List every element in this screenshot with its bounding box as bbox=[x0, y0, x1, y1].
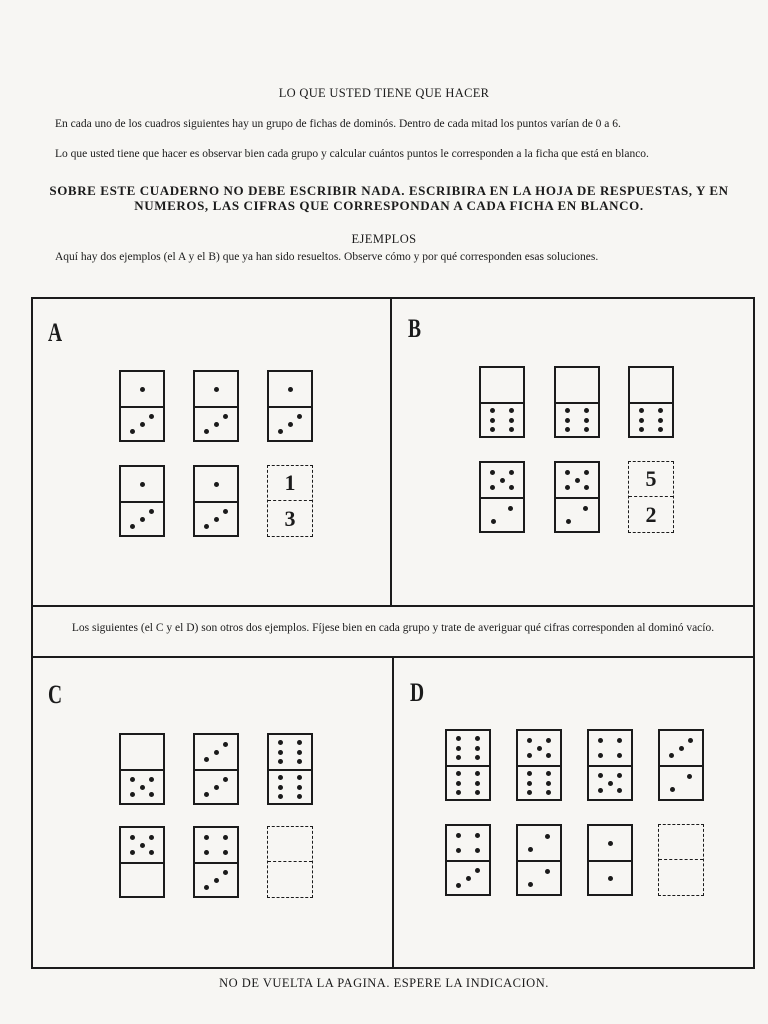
domino-pip bbox=[475, 736, 480, 741]
domino-tile bbox=[479, 366, 525, 438]
domino-pip bbox=[565, 418, 570, 423]
domino-pip bbox=[509, 470, 514, 475]
examples-intro: Aquí hay dos ejemplos (el A y el B) que ya han sido resueltos. Observe cómo y por qué corresponden esas soluciones. bbox=[55, 251, 599, 263]
domino-pip bbox=[130, 524, 135, 529]
domino-pip bbox=[598, 773, 603, 778]
domino-pip bbox=[687, 774, 692, 779]
domino-pip bbox=[598, 738, 603, 743]
domino-pip bbox=[688, 738, 693, 743]
domino-pip bbox=[130, 792, 135, 797]
domino-pip bbox=[214, 422, 219, 427]
domino-pip bbox=[608, 841, 613, 846]
domino-pip bbox=[583, 506, 588, 511]
domino-pip bbox=[149, 792, 154, 797]
domino-pip bbox=[278, 794, 283, 799]
domino-pip bbox=[565, 470, 570, 475]
blank-domino-tile bbox=[658, 824, 704, 896]
domino-pip bbox=[490, 418, 495, 423]
domino-pip bbox=[204, 850, 209, 855]
domino-pip bbox=[149, 777, 154, 782]
domino-pip bbox=[528, 847, 533, 852]
domino-pip bbox=[130, 777, 135, 782]
domino-pip bbox=[223, 414, 228, 419]
instruction-paragraph-1: En cada uno de los cuadros siguientes hay un grupo de fichas de dominós. Dentro de cada mitad los puntos varían de 0 a 6. bbox=[55, 118, 621, 130]
domino-pip bbox=[223, 777, 228, 782]
domino-tile bbox=[445, 824, 491, 896]
domino-pip bbox=[456, 771, 461, 776]
domino-pip bbox=[130, 850, 135, 855]
domino-pip bbox=[278, 740, 283, 745]
domino-pip bbox=[508, 506, 513, 511]
warning-notice: SOBRE ESTE CUADERNO NO DEBE ESCRIBIR NADA. ESCRIBIRA EN LA HOJA DE RESPUESTAS, Y EN NUMEROS, LAS CIFRAS QUE CORRESPONDAN A CADA FICHA EN BLANCO. bbox=[49, 183, 729, 213]
domino-pip bbox=[149, 509, 154, 514]
domino-tile bbox=[119, 826, 165, 898]
domino-tile bbox=[119, 370, 165, 442]
domino-pip bbox=[475, 833, 480, 838]
domino-pip bbox=[490, 470, 495, 475]
domino-pip bbox=[140, 785, 145, 790]
domino-pip bbox=[214, 750, 219, 755]
domino-pip bbox=[456, 736, 461, 741]
domino-pip bbox=[500, 478, 505, 483]
domino-tile bbox=[587, 824, 633, 896]
domino-pip bbox=[466, 876, 471, 881]
domino-pip bbox=[140, 482, 145, 487]
domino-pip bbox=[140, 843, 145, 848]
domino-pip bbox=[214, 785, 219, 790]
domino-pip bbox=[149, 414, 154, 419]
domino-pip bbox=[297, 785, 302, 790]
domino-pip bbox=[475, 868, 480, 873]
domino-pip bbox=[509, 418, 514, 423]
domino-pip bbox=[639, 427, 644, 432]
domino-pip bbox=[223, 509, 228, 514]
domino-pip bbox=[456, 755, 461, 760]
domino-pip bbox=[617, 738, 622, 743]
domino-pip bbox=[584, 408, 589, 413]
middle-note: Los siguientes (el C y el D) son otros dos ejemplos. Fíjese bien en cada grupo y trate de averiguar qué cifras corresponden al dominó vacío. bbox=[71, 622, 715, 634]
domino-pip bbox=[278, 775, 283, 780]
domino-pip bbox=[617, 773, 622, 778]
domino-pip bbox=[546, 753, 551, 758]
domino-pip bbox=[130, 429, 135, 434]
domino-pip bbox=[204, 524, 209, 529]
domino-pip bbox=[475, 746, 480, 751]
frame-divider-upper-vertical bbox=[390, 297, 392, 607]
page-title: LO QUE USTED TIENE QUE HACER bbox=[278, 86, 490, 100]
domino-pip bbox=[223, 850, 228, 855]
domino-pip bbox=[598, 753, 603, 758]
domino-pip bbox=[658, 408, 663, 413]
domino-tile bbox=[554, 366, 600, 438]
domino-pip bbox=[565, 427, 570, 432]
domino-pip bbox=[669, 753, 674, 758]
domino-tile bbox=[193, 370, 239, 442]
domino-pip bbox=[509, 408, 514, 413]
frame-divider-top bbox=[31, 605, 755, 607]
domino-pip bbox=[658, 427, 663, 432]
domino-pip bbox=[149, 835, 154, 840]
domino-pip bbox=[598, 788, 603, 793]
domino-pip bbox=[475, 848, 480, 853]
domino-pip bbox=[679, 746, 684, 751]
domino-pip bbox=[537, 746, 542, 751]
domino-pip bbox=[297, 794, 302, 799]
domino-tile bbox=[193, 733, 239, 805]
domino-pip bbox=[456, 848, 461, 853]
domino-pip bbox=[140, 387, 145, 392]
domino-tile bbox=[193, 465, 239, 537]
domino-pip bbox=[608, 876, 613, 881]
domino-pip bbox=[546, 771, 551, 776]
domino-pip bbox=[527, 790, 532, 795]
domino-pip bbox=[278, 785, 283, 790]
domino-pip bbox=[546, 781, 551, 786]
panel-letter-c: C bbox=[48, 680, 63, 709]
domino-pip bbox=[204, 885, 209, 890]
domino-pip bbox=[278, 429, 283, 434]
blank-domino-top-value: 1 bbox=[284, 470, 296, 495]
domino-pip bbox=[456, 883, 461, 888]
domino-tile bbox=[628, 366, 674, 438]
blank-domino-tile bbox=[267, 465, 313, 537]
domino-pip bbox=[527, 753, 532, 758]
domino-pip bbox=[575, 478, 580, 483]
domino-pip bbox=[475, 790, 480, 795]
domino-pip bbox=[546, 790, 551, 795]
domino-pip bbox=[546, 738, 551, 743]
domino-pip bbox=[608, 781, 613, 786]
domino-pip bbox=[140, 517, 145, 522]
blank-domino-tile bbox=[267, 826, 313, 898]
domino-pip bbox=[490, 485, 495, 490]
domino-pip bbox=[297, 750, 302, 755]
domino-pip bbox=[149, 850, 154, 855]
domino-pip bbox=[140, 422, 145, 427]
domino-pip bbox=[617, 788, 622, 793]
domino-pip bbox=[475, 771, 480, 776]
domino-tile bbox=[516, 824, 562, 896]
panel-letter-a: A bbox=[48, 318, 63, 347]
footer-note: NO DE VUELTA LA PAGINA. ESPERE LA INDICACION. bbox=[219, 976, 549, 990]
domino-pip bbox=[617, 753, 622, 758]
blank-domino-bottom-value: 3 bbox=[284, 506, 296, 531]
domino-tile bbox=[516, 729, 562, 801]
blank-domino-tile bbox=[628, 461, 674, 533]
domino-pip bbox=[527, 738, 532, 743]
domino-pip bbox=[584, 470, 589, 475]
domino-pip bbox=[288, 422, 293, 427]
domino-pip bbox=[475, 755, 480, 760]
domino-pip bbox=[223, 870, 228, 875]
domino-pip bbox=[639, 408, 644, 413]
domino-pip bbox=[297, 414, 302, 419]
frame-divider-lower-vertical bbox=[392, 656, 394, 969]
blank-domino-bottom-value: 2 bbox=[645, 502, 657, 527]
domino-pip bbox=[223, 835, 228, 840]
domino-tile bbox=[119, 733, 165, 805]
domino-tile bbox=[445, 729, 491, 801]
domino-pip bbox=[545, 869, 550, 874]
domino-pip bbox=[566, 519, 571, 524]
domino-pip bbox=[456, 746, 461, 751]
panel-letter-d: D bbox=[410, 678, 425, 707]
domino-pip bbox=[456, 833, 461, 838]
domino-pip bbox=[565, 485, 570, 490]
instruction-paragraph-2: Lo que usted tiene que hacer es observar bien cada grupo y calcular cuántos puntos le corresponden a la ficha que está en blanco. bbox=[55, 148, 649, 160]
domino-tile bbox=[193, 826, 239, 898]
domino-pip bbox=[509, 485, 514, 490]
domino-pip bbox=[490, 427, 495, 432]
domino-pip bbox=[297, 740, 302, 745]
domino-tile bbox=[267, 733, 313, 805]
domino-pip bbox=[456, 790, 461, 795]
domino-pip bbox=[204, 792, 209, 797]
domino-pip bbox=[565, 408, 570, 413]
domino-pip bbox=[214, 482, 219, 487]
domino-pip bbox=[584, 427, 589, 432]
domino-pip bbox=[527, 781, 532, 786]
domino-pip bbox=[214, 878, 219, 883]
domino-tile bbox=[658, 729, 704, 801]
domino-pip bbox=[204, 757, 209, 762]
domino-pip bbox=[528, 882, 533, 887]
domino-tile bbox=[119, 465, 165, 537]
domino-pip bbox=[490, 408, 495, 413]
domino-pip bbox=[214, 387, 219, 392]
domino-pip bbox=[670, 787, 675, 792]
domino-pip bbox=[584, 418, 589, 423]
domino-tile bbox=[267, 370, 313, 442]
domino-pip bbox=[584, 485, 589, 490]
domino-pip bbox=[527, 771, 532, 776]
panel-letter-b: B bbox=[408, 314, 422, 343]
domino-pip bbox=[130, 835, 135, 840]
domino-pip bbox=[639, 418, 644, 423]
domino-tile bbox=[554, 461, 600, 533]
examples-heading: EJEMPLOS bbox=[351, 232, 417, 246]
domino-pip bbox=[297, 759, 302, 764]
domino-pip bbox=[204, 429, 209, 434]
domino-pip bbox=[475, 781, 480, 786]
domino-pip bbox=[491, 519, 496, 524]
blank-domino-top-value: 5 bbox=[645, 466, 657, 491]
domino-pip bbox=[278, 759, 283, 764]
domino-pip bbox=[288, 387, 293, 392]
domino-pip bbox=[278, 750, 283, 755]
domino-pip bbox=[456, 781, 461, 786]
domino-pip bbox=[658, 418, 663, 423]
domino-tile bbox=[587, 729, 633, 801]
domino-pip bbox=[204, 835, 209, 840]
domino-pip bbox=[214, 517, 219, 522]
domino-pip bbox=[297, 775, 302, 780]
domino-pip bbox=[545, 834, 550, 839]
domino-pip bbox=[509, 427, 514, 432]
domino-tile bbox=[479, 461, 525, 533]
domino-pip bbox=[223, 742, 228, 747]
